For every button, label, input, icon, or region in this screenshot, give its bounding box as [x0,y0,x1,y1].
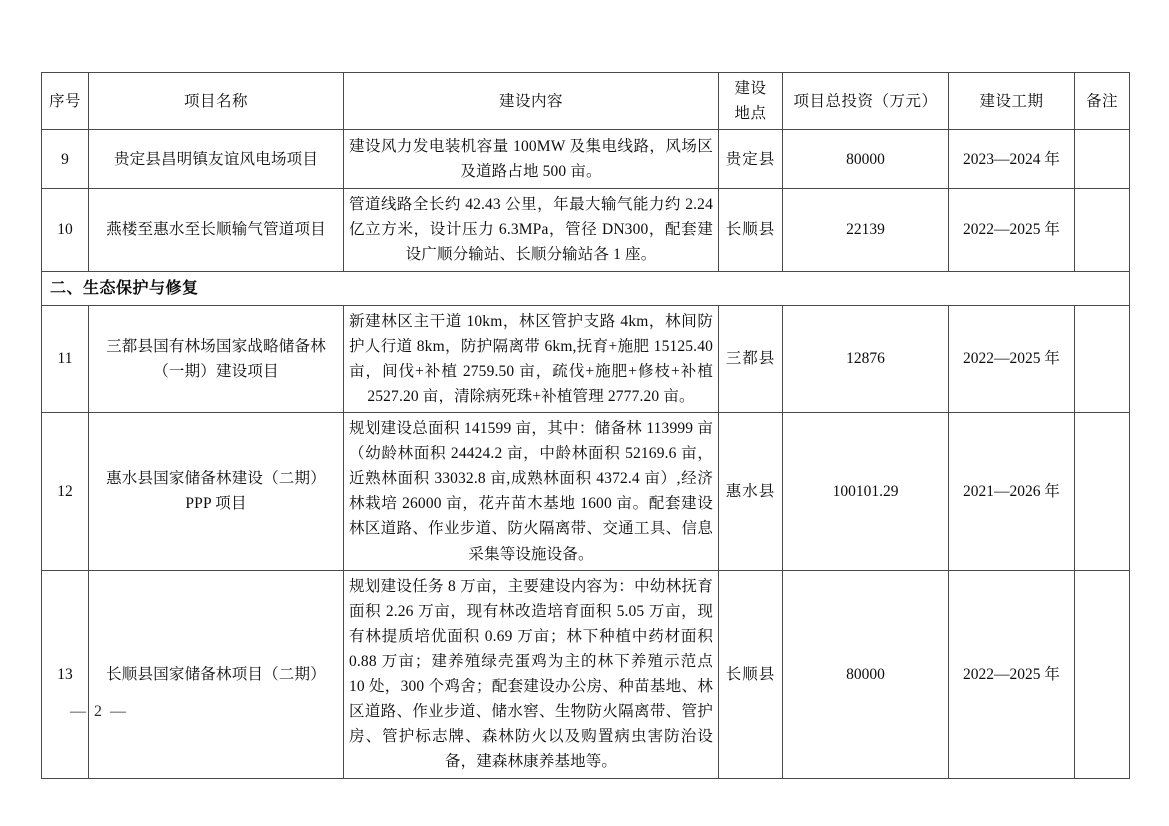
section-header-label: 二、生态保护与修复 [42,271,1130,305]
column-header-content: 建设内容 [344,73,719,130]
cell-location: 三都县 [719,305,783,412]
cell-period: 2022—2025 年 [949,570,1075,778]
column-header-location-line2: 地点 [734,104,767,123]
cell-seq: 9 [42,130,89,189]
cell-project-name: 三都县国有林场国家战略储备林（一期）建设项目 [89,305,344,412]
cell-project-name: 燕楼至惠水至长顺输气管道项目 [89,189,344,271]
cell-total-investment: 22139 [783,189,949,271]
table-row [42,130,1130,189]
cell-project-name: 贵定县昌明镇友谊风电场项目 [89,130,344,189]
cell-seq: 11 [42,305,89,412]
cell-period: 2022—2025 年 [949,189,1075,271]
table-row [42,305,1130,412]
column-header-location [719,73,783,130]
cell-total-investment: 80000 [783,130,949,189]
column-header-location-line1: 建设 [734,79,767,97]
table-row [42,412,1130,570]
table-row [42,570,1130,778]
column-header-total-investment: 项目总投资（万元） [783,73,949,130]
cell-remark [1075,412,1130,570]
column-header-seq: 序号 [42,73,89,130]
column-header-period: 建设工期 [949,73,1075,130]
cell-total-investment: 80000 [783,570,949,778]
cell-total-investment: 12876 [783,305,949,412]
cell-seq: 12 [42,412,89,570]
cell-period: 2023—2024 年 [949,130,1075,189]
table-header-row [42,73,1130,130]
cell-location: 惠水县 [719,412,783,570]
cell-period: 2022—2025 年 [949,305,1075,412]
cell-location: 贵定县 [719,130,783,189]
cell-location: 长顺县 [719,570,783,778]
cell-remark [1075,570,1130,778]
cell-seq: 10 [42,189,89,271]
column-header-remark: 备注 [1075,73,1130,130]
cell-content: 规划建设任务 8 万亩，主要建设内容为：中幼林抚育面积 2.26 万亩，现有林改造培育面积 5.05 万亩，现有林提质培优面积 0.69 万亩；林下种植中药材面积 0.88 万亩；建养殖绿壳蛋鸡为主的林下养殖示范点 10 处，300 个鸡舍；配套建设办公房、种苗基地、林区道路、作业步道、储水窖、生物防火隔离带、管护房、管护标志牌、森林防火以及购置病虫害防治设备，建森林康养基地等。 [344,570,719,778]
cell-location: 长顺县 [719,189,783,271]
project-list-table [41,72,1130,779]
cell-content: 新建林区主干道 10km，林区管护支路 4km，林间防护人行道 8km，防护隔离带 6km,抚育+施肥 15125.40 亩，间伐+补植 2759.50 亩，疏伐+施肥+修枝+补植 2527.20 亩，清除病死珠+补植管理 2777.20 亩。 [344,305,719,412]
table-row [42,189,1130,271]
cell-content: 管道线路全长约 42.43 公里，年最大输气能力约 2.24 亿立方米，设计压力 6.3MPa，管径 DN300，配套建设广顺分输站、长顺分输站各 1 座。 [344,189,719,271]
column-header-project-name: 项目名称 [89,73,344,130]
cell-content: 规划建设总面积 141599 亩，其中：储备林 113999 亩（幼龄林面积 24424.2 亩，中龄林面积 52169.6 亩，近熟林面积 33032.8 亩,成熟林面积 4372.4 亩）,经济林栽培 26000 亩，花卉苗木基地 1600 亩。配套建设林区道路、作业步道、防火隔离带、交通工具、信息采集等设施设备。 [344,412,719,570]
cell-period: 2021—2026 年 [949,412,1075,570]
cell-project-name: 长顺县国家储备林项目（二期） [89,570,344,778]
page-number: — 2 — [70,703,128,720]
cell-total-investment: 100101.29 [783,412,949,570]
cell-content: 建设风力发电装机容量 100MW 及集电线路，风场区及道路占地 500 亩。 [344,130,719,189]
cell-project-name: 惠水县国家储备林建设（二期）PPP 项目 [89,412,344,570]
cell-remark [1075,189,1130,271]
table-section-header-row [42,271,1130,305]
cell-seq: 13 [42,570,89,778]
cell-remark [1075,130,1130,189]
cell-remark [1075,305,1130,412]
